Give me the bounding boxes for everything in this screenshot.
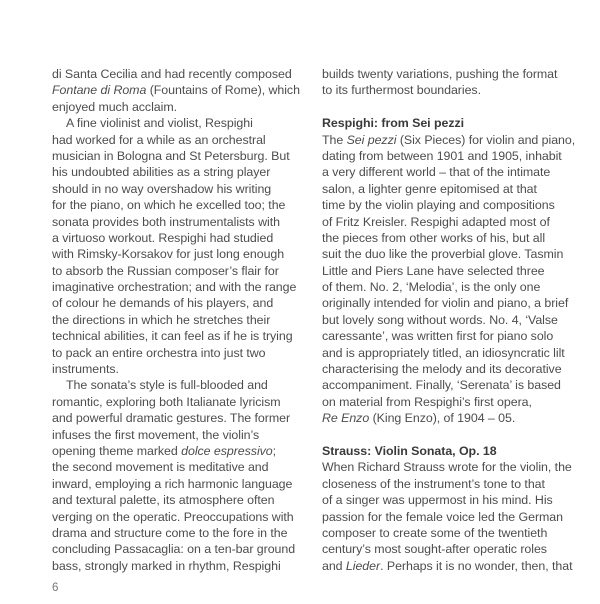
text-line bbox=[52, 328, 302, 344]
text-run: his undoubted abilities as a string player bbox=[52, 165, 271, 180]
section-heading bbox=[322, 115, 578, 131]
text-run: a virtuoso workout. Respighi had studied bbox=[52, 230, 274, 245]
text-run: but lovely song without words. No. 4, ‘Valse bbox=[322, 312, 558, 327]
text-run: instruments. bbox=[52, 362, 119, 377]
text-line bbox=[322, 279, 578, 295]
text-run: with Rimsky-Korsakov for just long enough bbox=[52, 247, 285, 262]
text-line bbox=[52, 82, 302, 98]
text-line bbox=[52, 132, 302, 148]
text-line bbox=[52, 214, 302, 230]
text-run: Little and Piers Lane have selected three bbox=[322, 263, 545, 278]
text-run: verging on the operatic. Preoccupations with bbox=[52, 509, 294, 524]
text-line bbox=[52, 312, 302, 328]
text-run: century’s most sought-after operatic roles bbox=[322, 542, 547, 557]
text-run: imaginative orchestration; and with the range bbox=[52, 280, 297, 295]
text-run: The sonata’s style is full-blooded and bbox=[66, 378, 268, 393]
text-line bbox=[322, 246, 578, 262]
text-run: time by the violin playing and compositions bbox=[322, 198, 555, 213]
text-line bbox=[52, 558, 302, 574]
text-run: drama and structure come to the fore in the bbox=[52, 525, 288, 540]
text-run: a very different world – that of the intimate bbox=[322, 165, 551, 180]
text-run: originally intended for violin and piano, a brief bbox=[322, 296, 569, 311]
text-line bbox=[322, 197, 578, 213]
text-run: dating from between 1901 and 1905, inhabit bbox=[322, 148, 562, 163]
text-line bbox=[52, 279, 302, 295]
text-run: (Six Pieces) for violin and piano, bbox=[396, 132, 576, 147]
text-line bbox=[52, 525, 302, 541]
text-line bbox=[52, 115, 302, 131]
text-run: sonata provides both instrumentalists with bbox=[52, 214, 280, 229]
text-run: characterising the melody and its decorative bbox=[322, 362, 562, 377]
text-line bbox=[52, 509, 302, 525]
text-line bbox=[52, 410, 302, 426]
text-run: accompaniment. Finally, ‘Serenata’ is based bbox=[322, 378, 561, 393]
text-run: suit the duo like the proverbial glove. Tasmin bbox=[322, 247, 564, 262]
text-run: and is appropriately titled, an idiosyncratic lilt bbox=[322, 345, 565, 360]
text-run: had worked for a while as an orchestral bbox=[52, 132, 266, 147]
text-run: Respighi: from Sei pezzi bbox=[322, 116, 465, 131]
text-run: should in no way overshadow his writing bbox=[52, 181, 272, 196]
text-run: of a singer was uppermost in his mind. His bbox=[322, 493, 553, 508]
text-line bbox=[322, 66, 578, 82]
text-run: di Santa Cecilia and had recently composed bbox=[52, 67, 292, 81]
text-run: (King Enzo), of 1904 – 05. bbox=[369, 411, 516, 426]
text-line bbox=[52, 476, 302, 492]
text-line bbox=[322, 459, 578, 475]
text-run: the pieces from other works of his, but all bbox=[322, 230, 546, 245]
text-run: the directions in which he stretches their bbox=[52, 312, 271, 327]
italic-title: Sei pezzi bbox=[346, 132, 397, 147]
text-line bbox=[52, 394, 302, 410]
text-line bbox=[322, 476, 578, 492]
text-line bbox=[322, 377, 578, 393]
text-line bbox=[322, 295, 578, 311]
text-run: and bbox=[322, 558, 346, 573]
text-run: to absorb the Russian composer’s flair for bbox=[52, 263, 279, 278]
text-run: technical abilities, it can feel as if he is trying bbox=[52, 329, 293, 344]
text-run: caressante’, was written first for piano solo bbox=[322, 329, 554, 344]
text-run: When Richard Strauss wrote for the violin, the bbox=[322, 460, 572, 475]
text-run: enjoyed much acclaim. bbox=[52, 99, 177, 114]
text-run: and powerful dramatic gestures. The former bbox=[52, 411, 291, 426]
text-line bbox=[322, 361, 578, 377]
text-line bbox=[322, 132, 578, 148]
text-line bbox=[322, 214, 578, 230]
text-line bbox=[52, 459, 302, 475]
text-run: to pack an entire orchestra into just two bbox=[52, 345, 266, 360]
text-line bbox=[322, 525, 578, 541]
text-line bbox=[52, 427, 302, 443]
text-line bbox=[52, 99, 302, 115]
text-run: on material from Respighi’s first opera, bbox=[322, 394, 532, 409]
text-line bbox=[52, 246, 302, 262]
text-line bbox=[322, 509, 578, 525]
text-run: inward, employing a rich harmonic language bbox=[52, 476, 293, 491]
text-run: opening theme marked bbox=[52, 443, 182, 458]
text-run: the second movement is meditative and bbox=[52, 460, 269, 475]
text-run: and textural palette, its atmosphere often bbox=[52, 493, 275, 508]
text-run: romantic, exploring both Italianate lyricism bbox=[52, 394, 281, 409]
blank-line bbox=[322, 99, 578, 115]
text-run: for the piano, on which he excelled too; the bbox=[52, 198, 286, 213]
text-run: musician in Bologna and St Petersburg. But bbox=[52, 148, 290, 163]
text-line bbox=[322, 558, 578, 574]
right-column bbox=[322, 66, 578, 574]
text-run: concluding Passacaglia: on a ten-bar ground bbox=[52, 542, 296, 557]
text-line bbox=[322, 164, 578, 180]
text-run: bass, strongly marked in rhythm, Respighi bbox=[52, 558, 281, 573]
text-line bbox=[52, 148, 302, 164]
text-line bbox=[52, 230, 302, 246]
text-run: of them. No. 2, ‘Melodia’, is the only one bbox=[322, 280, 541, 295]
text-run: infuses the first movement, the violin’s bbox=[52, 427, 260, 442]
text-line bbox=[322, 263, 578, 279]
text-line bbox=[322, 394, 578, 410]
text-line bbox=[322, 345, 578, 361]
text-run: A fine violinist and violist, Respighi bbox=[66, 116, 253, 131]
text-run: builds twenty variations, pushing the format bbox=[322, 67, 558, 81]
italic-title: Re Enzo bbox=[322, 411, 370, 426]
text-run: Strauss: Violin Sonata, Op. 18 bbox=[322, 443, 497, 458]
text-line bbox=[322, 230, 578, 246]
text-line bbox=[52, 345, 302, 361]
text-line bbox=[52, 164, 302, 180]
text-line bbox=[52, 492, 302, 508]
text-run: passion for the female voice led the German bbox=[322, 509, 563, 524]
italic-title: Lieder bbox=[345, 558, 381, 573]
text-run: ; bbox=[272, 443, 277, 458]
italic-title: Fontane di Roma bbox=[52, 83, 147, 98]
text-line bbox=[52, 181, 302, 197]
text-line bbox=[322, 312, 578, 328]
blank-line bbox=[322, 427, 578, 443]
text-line bbox=[52, 361, 302, 377]
text-line bbox=[52, 197, 302, 213]
text-line bbox=[52, 263, 302, 279]
text-line bbox=[322, 410, 578, 426]
text-line bbox=[322, 82, 578, 98]
text-run: to its furthermost boundaries. bbox=[322, 83, 481, 98]
text-line bbox=[322, 181, 578, 197]
text-line bbox=[52, 295, 302, 311]
text-line bbox=[52, 377, 302, 393]
text-run: . Perhaps it is no wonder, then, that bbox=[380, 558, 573, 573]
text-line bbox=[322, 492, 578, 508]
text-line bbox=[52, 541, 302, 557]
text-line bbox=[52, 66, 302, 82]
text-run: (Fountains of Rome), which bbox=[146, 83, 300, 98]
text-line bbox=[52, 443, 302, 459]
text-run: The bbox=[322, 132, 347, 147]
left-column bbox=[52, 66, 302, 574]
text-run: salon, a lighter genre epitomised at that bbox=[322, 181, 537, 196]
text-line bbox=[322, 541, 578, 557]
section-heading bbox=[322, 443, 578, 459]
text-run: closeness of the instrument’s tone to that bbox=[322, 476, 545, 491]
page-number: 6 bbox=[52, 582, 59, 594]
text-run: composer to create some of the twentieth bbox=[322, 525, 548, 540]
text-run: of colour he demands of his players, and bbox=[52, 296, 274, 311]
italic-title: dolce espressivo bbox=[181, 443, 273, 458]
text-run: of Fritz Kreisler. Respighi adapted most of bbox=[322, 214, 550, 229]
text-line bbox=[322, 328, 578, 344]
text-line bbox=[322, 148, 578, 164]
